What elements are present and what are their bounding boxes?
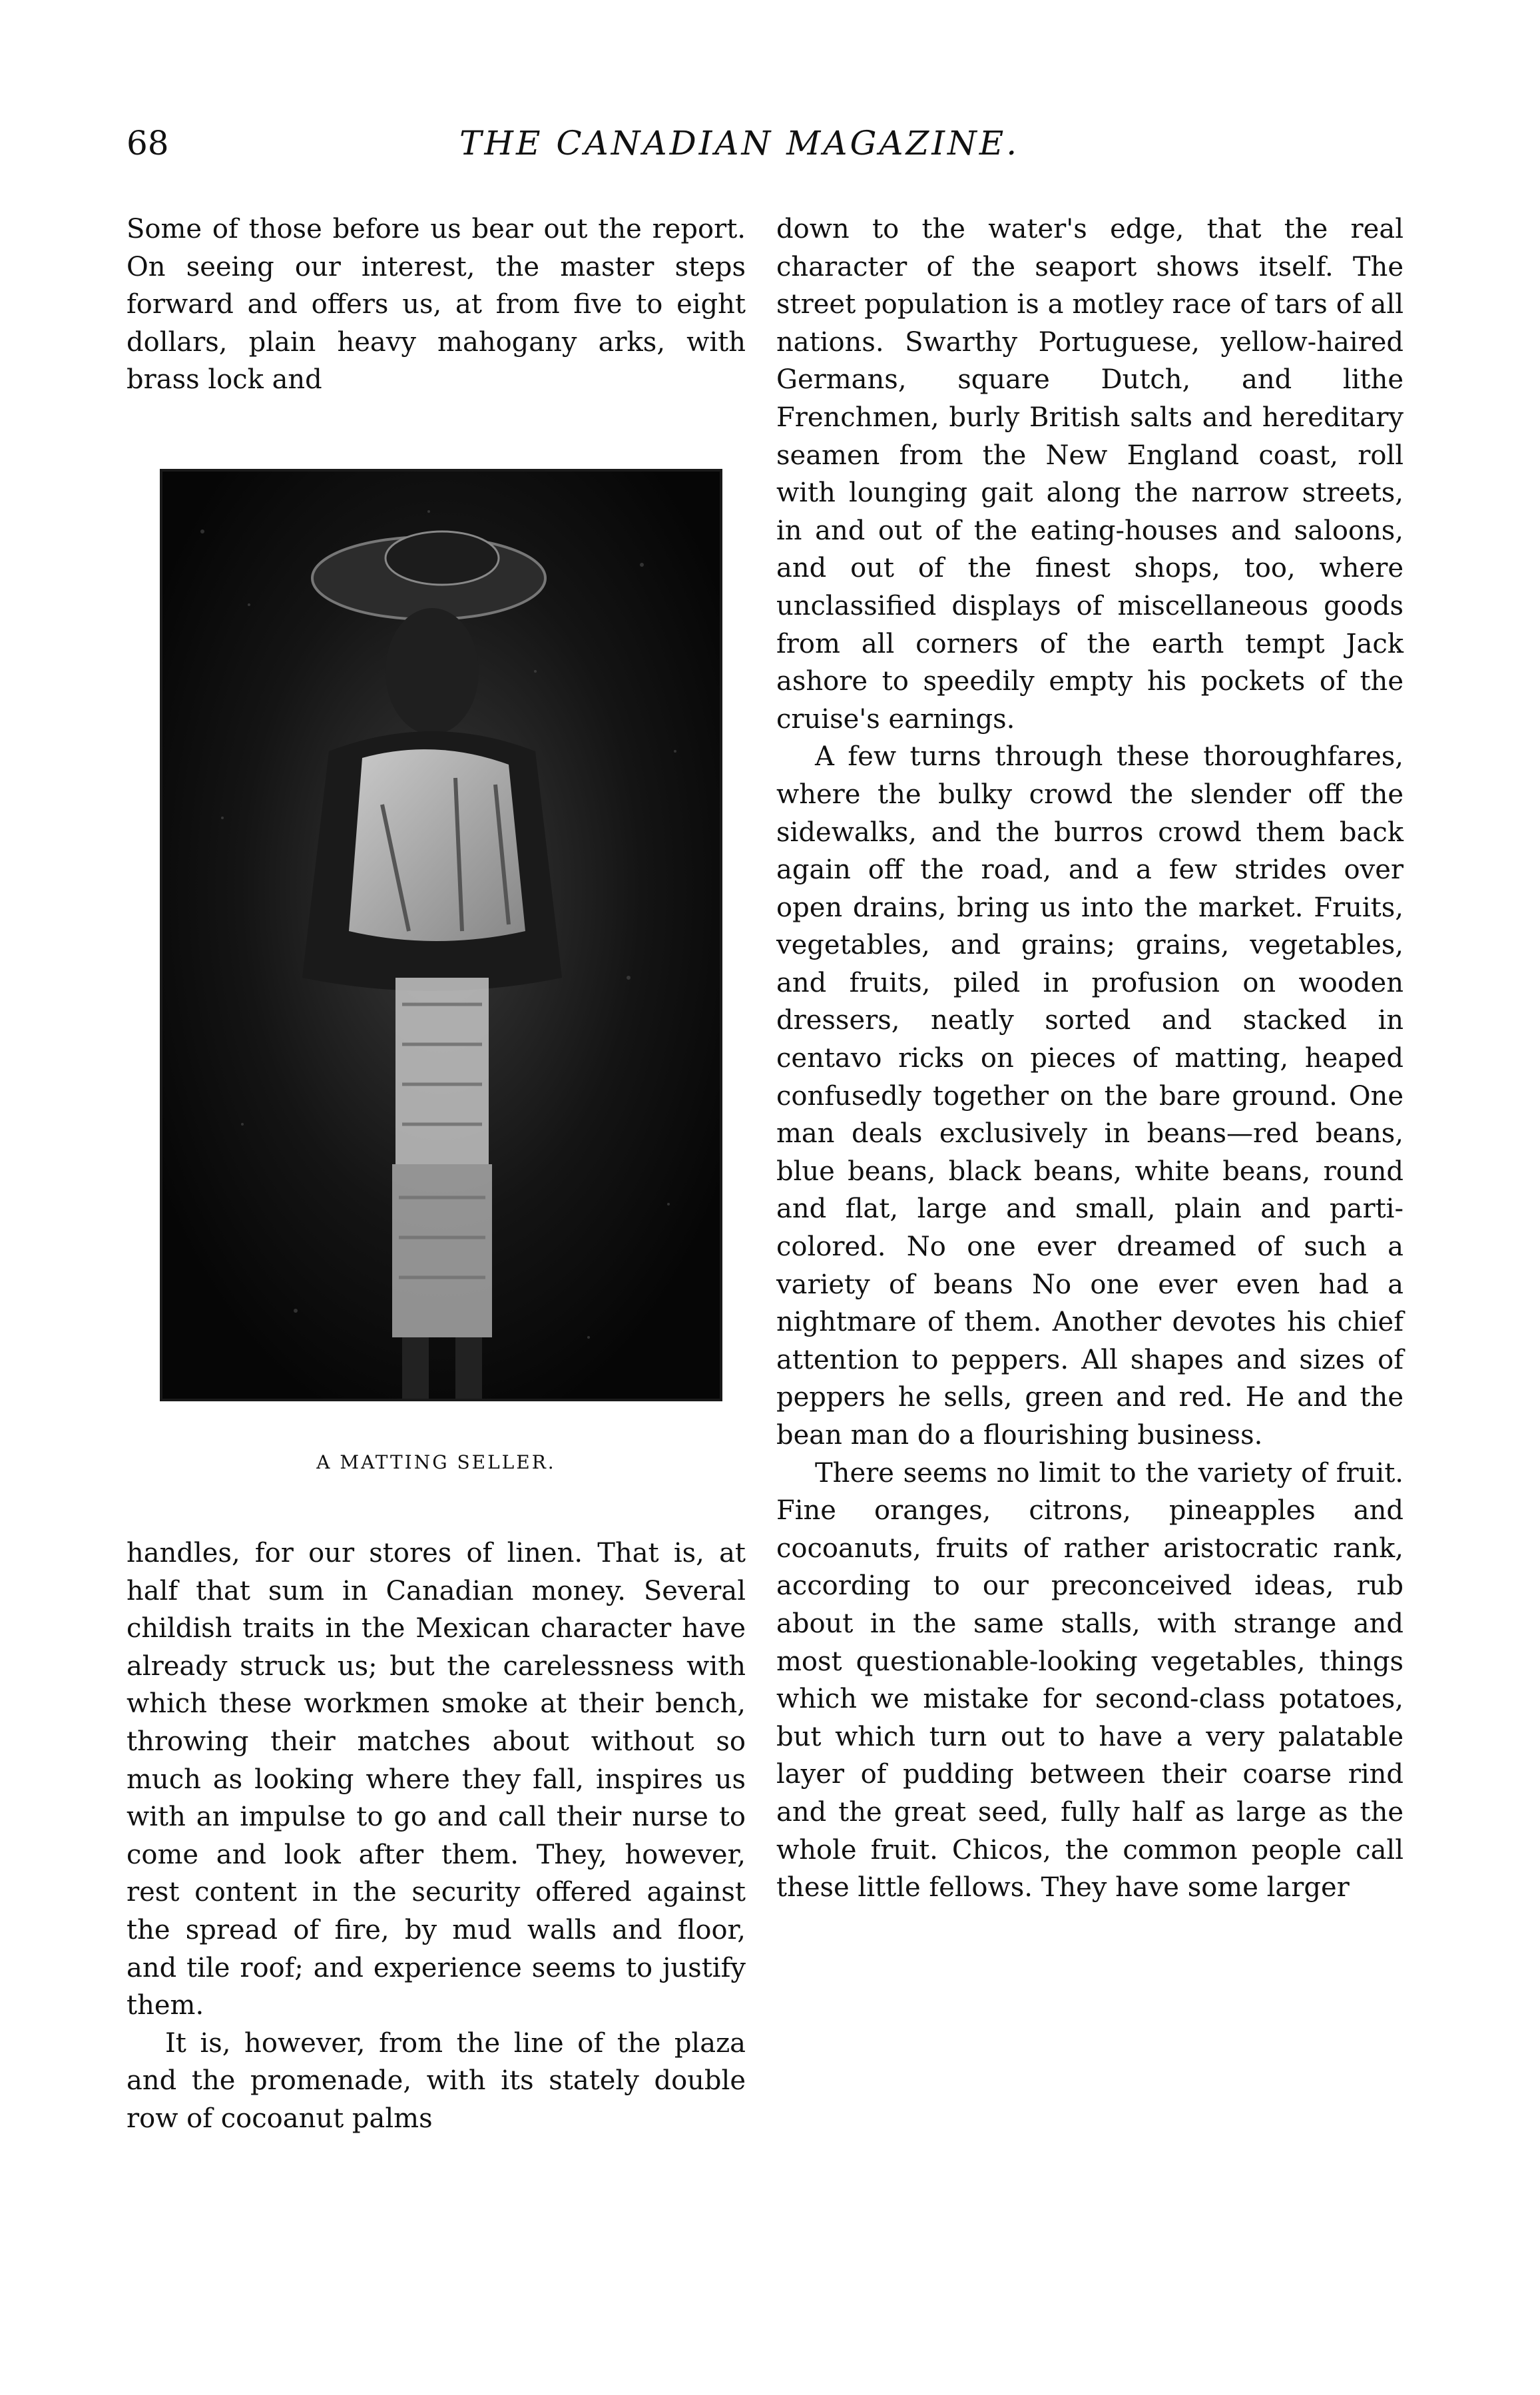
paragraph: A few turns through these thoroughfares, where the bulky crowd the slender off the sidewalks, and the burros crowd them back again off the road, and a few strides over open drains, bring us into the market. Fruits, vegetables, and grains; grains, vegetables, and fruits, piled in profusion on wooden dressers, neatly sorted and stacked in centavo ricks on pieces of matting, heaped confusedly together on the bare ground. One man deals exclusively in beans—red beans, blue beans, black beans, white beans, round and flat, large and small, plain and parti-colored. No one ever dreamed of such a variety of beans No one ever even had a nightmare of them. Another devotes his chief attention to peppers. All shapes and sizes of peppers he sells, green and red. He and the bean man do a flourishing business.	[776, 741, 1404, 1451]
left-column-top	[127, 210, 746, 399]
paragraph: handles, for our stores of linen. That is, at half that sum in Canadian money. Several childish traits in the Mexican character have already struck us; but the carelessness with which these workmen smoke at their bench, throwing their matches about without so much as looking where they fall, inspires us with an impulse to go and call their nurse to come and look after them. They, however, rest content in the security offered against the spread of fire, by mud walls and floor, and tile roof; and experience seems to justify them.	[127, 1538, 746, 2021]
figure-caption: A MATTING SELLER.	[316, 1451, 556, 1473]
paragraph: Some of those before us bear out the report. On seeing our interest, the master steps forward and offers us, at from five to eight dollars, plain heavy mahogany arks, with brass lock and	[127, 214, 746, 396]
left-column-bottom	[127, 1535, 746, 2138]
photograph-of-mat-seller-icon	[160, 469, 722, 1401]
paragraph: down to the water's edge, that the real character of the seaport shows itself. The street population is a motley race of tars of all nations. Swarthy Portuguese, yellow-haired Germans, square Dutch, and lithe Frenchmen, burly British salts and hereditary seamen from the New England coast, roll with lounging gait along the narrow streets, in and out of the eating-houses and saloons, and out of the finest shops, too, where unclassified displays of miscellaneous goods from all corners of the earth tempt Jack ashore to speedily empty his pockets of the cruise's earnings.	[776, 214, 1404, 735]
photograph-illustration	[162, 472, 720, 1399]
page-number: 68	[127, 124, 169, 163]
right-column	[776, 210, 1404, 1907]
paragraph: There seems no limit to the variety of fruit. Fine oranges, citrons, pineapples and cocoanuts, fruits of rather aristocratic rank, according to our preconceived ideas, rub about in the same stalls, with strange and most questionable-looking vegetables, things which we mistake for second-class potatoes, but which turn out to have a very palatable layer of pudding between their coarse rind and the great seed, fully half as large as the whole fruit. Chicos, the common people call these little fellows. They have some larger	[776, 1457, 1404, 1903]
paragraph: It is, however, from the line of the plaza and the promenade, with its stately double row of cocoanut palms	[127, 2027, 746, 2134]
running-head: THE CANADIAN MAGAZINE.	[459, 124, 1020, 163]
